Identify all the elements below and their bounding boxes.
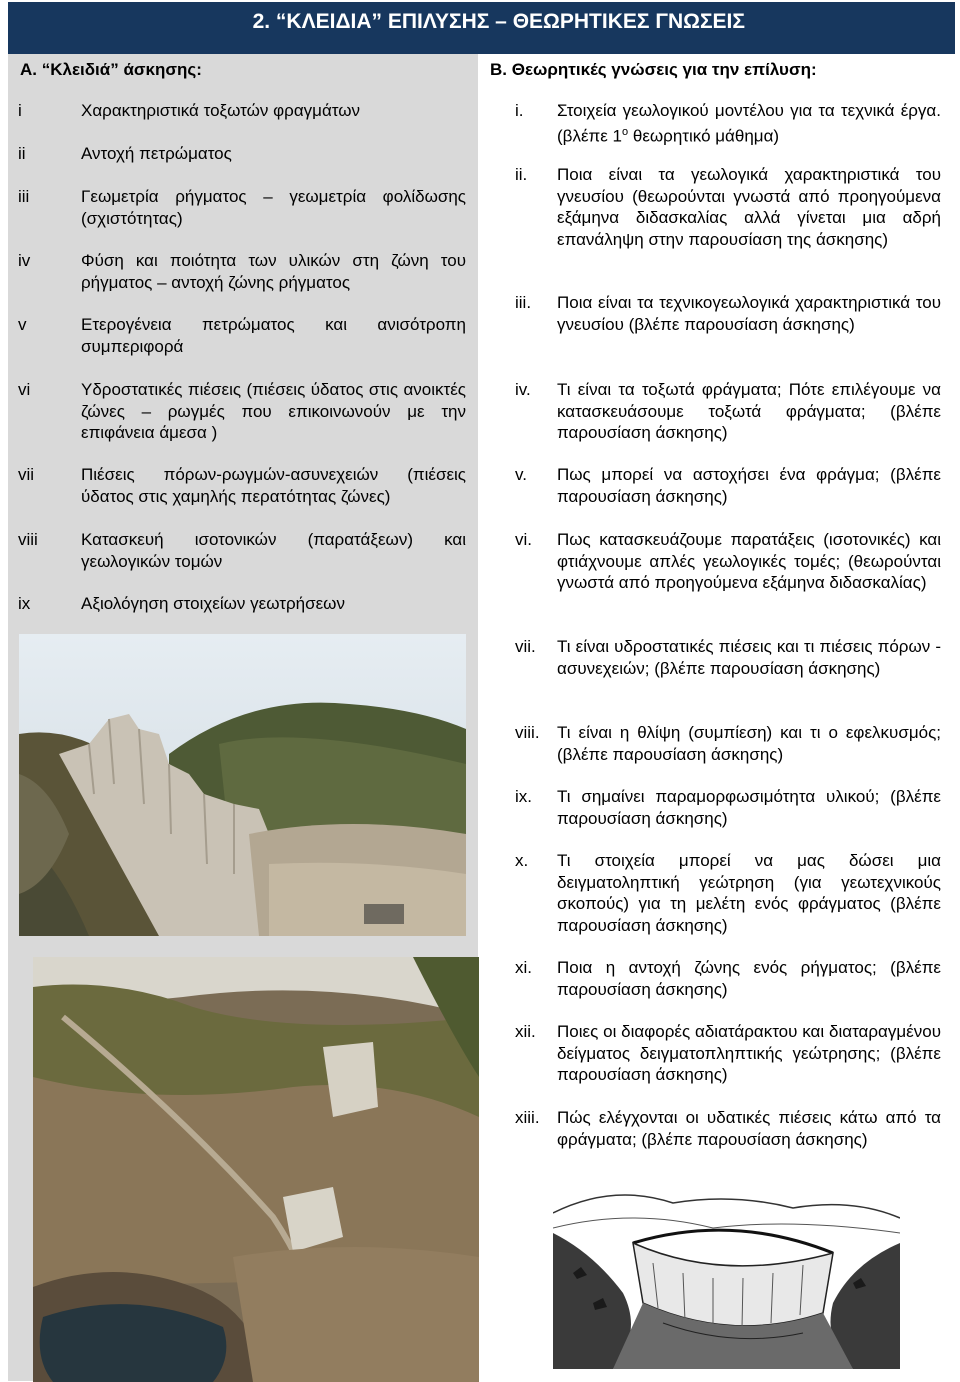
item-text: Πιέσεις πόρων-ρωγμών-ασυνεχειών (πιέσεις ύδατος στις χαμηλής περατότητας ζώνες)	[81, 465, 466, 506]
item-text: Γεωμετρία ρήγματος – γεωμετρία φολίδωσης (σχιστότητας)	[81, 187, 466, 228]
item-text: Υδροστατικές πιέσεις (πιέσεις ύδατος στις ανοικτές ζώνες – ρωγμές που επικοινωνούν με την επιφάνεια άμεσα )	[81, 380, 466, 442]
superscript: ο	[622, 125, 629, 138]
page-title: 2. “ΚΛΕΙΔΙΑ” ΕΠΙΛΥΣΗΣ – ΘΕΩΡΗΤΙΚΕΣ ΓΝΩΣΕΙΣ	[252, 10, 745, 33]
item-number: iii	[18, 187, 30, 206]
item-text: Ποια η αντοχή ζώνης ενός ρήγματος; (βλέπε παρουσίαση άσκησης)	[557, 958, 941, 999]
item-text: Κατασκευή ισοτονικών (παρατάξεων) και γεωλογικών τομών	[81, 530, 466, 571]
item-text: Πώς ελέγχονται οι υδατικές πιέσεις κάτω από τα φράγματα; (βλέπε παρουσίαση άσκησης)	[557, 1108, 941, 1149]
item-number: viii	[18, 530, 38, 549]
item-text: Αξιολόγηση στοιχείων γεωτρήσεων	[81, 594, 345, 613]
item-text: Ετερογένεια πετρώματος και ανισότροπη συμπεριφορά	[81, 315, 466, 356]
dam-photo-1	[19, 634, 466, 936]
item-text: Τι σημαίνει παραμορφωσιμότητα υλικού; (βλέπε παρουσίαση άσκησης)	[557, 787, 941, 828]
item-text: Πως μπορεί να αστοχήσει ένα φράγμα; (βλέπε παρουσίαση άσκησης)	[557, 465, 941, 506]
left-section-title: Α. “Κλειδιά” άσκησης:	[20, 60, 202, 79]
item-number: x.	[515, 851, 529, 870]
page-header	[8, 2, 955, 54]
item-number: iv	[18, 251, 31, 270]
item-text: Ποια είναι τα τεχνικογεωλογικά χαρακτηριστικά του γνευσίου (βλέπε παρουσίαση άσκησης)	[557, 293, 941, 334]
item-text: Τι είναι η θλίψη (συμπίεση) και τι ο εφελκυσμός; (βλέπε παρουσίαση άσκησης)	[557, 723, 941, 764]
item-number: vi.	[515, 530, 532, 549]
item-number: v.	[515, 465, 527, 484]
item-number: iii.	[515, 293, 532, 312]
item-number: i.	[515, 101, 524, 120]
item-text	[557, 100, 941, 147]
right-section-title: Β. Θεωρητικές γνώσεις για την επίλυση:	[490, 60, 817, 79]
item-text: Τι είναι τα τοξωτά φράγματα; Πότε επιλέγουμε να κατασκευάσουμε τοξωτά φράγματα; (βλέπε παρουσίαση άσκησης)	[557, 380, 941, 442]
item-text: Φύση και ποιότητα των υλικών στη ζώνη του ρήγματος – αντοχή ζώνης ρήγματος	[81, 251, 466, 292]
item-number: ix	[18, 594, 31, 613]
item-text: Ποια είναι τα γεωλογικά χαρακτηριστικά του γνευσίου (θεωρούνται γνωστά από προηγούμενα εξάμηνα διδασκαλίας αλλά γίνεται μια αδρή επανάληψη στην παρουσίαση της άσκησης)	[557, 165, 941, 249]
item-text: Αντοχή πετρώματος	[81, 144, 232, 163]
item-text: Τι είναι υδροστατικές πιέσεις και τι πιέσεις πόρων - ασυνεχειών; (βλέπε παρουσίαση άσκησης)	[557, 637, 941, 678]
item-text: Χαρακτηριστικά τοξωτών φραγμάτων	[81, 101, 361, 120]
item-text-part: Στοιχεία γεωλογικού μοντέλου για τα τεχνικά έργα. (βλέπε 1	[557, 101, 941, 146]
item-text: Ποιες οι διαφορές αδιατάρακτου και διαταραγμένου δείγματος δειγματοπληπτικής γεώτρησης; (βλέπε παρουσίαση άσκησης)	[557, 1022, 941, 1084]
item-text: Τι στοιχεία μπορεί να μας δώσει μια δειγματοληπτική γεώτρηση (για γεωτεχνικούς σκοπούς) για τη μελέτη ενός φράγματος (βλέπε παρουσίαση άσκησης)	[557, 851, 941, 935]
dam-photo-2	[33, 957, 479, 1382]
item-text: Πως κατασκευάζουμε παρατάξεις (ισοτονικές) και φτιάχνουμε απλές γεωλογικές τομές; (θεωρούνται γνωστά από προηγούμενα εξάμηνα διδασκαλίας)	[557, 530, 941, 592]
arch-dam-sketch	[553, 1173, 900, 1369]
item-text-part: θεωρητικό μάθημα)	[628, 126, 780, 146]
item-number: xi.	[515, 958, 532, 977]
item-number: viii.	[515, 723, 540, 742]
item-number: v	[18, 315, 27, 334]
item-number: iv.	[515, 380, 531, 399]
item-number: xii.	[515, 1022, 536, 1041]
item-number: ix.	[515, 787, 532, 806]
item-number: ii.	[515, 165, 528, 184]
item-number: vi	[18, 380, 31, 399]
item-number: vii	[18, 465, 35, 484]
item-number: i	[18, 101, 22, 120]
item-number: ii	[18, 144, 26, 163]
item-number: vii.	[515, 637, 536, 656]
item-number: xiii.	[515, 1108, 540, 1127]
